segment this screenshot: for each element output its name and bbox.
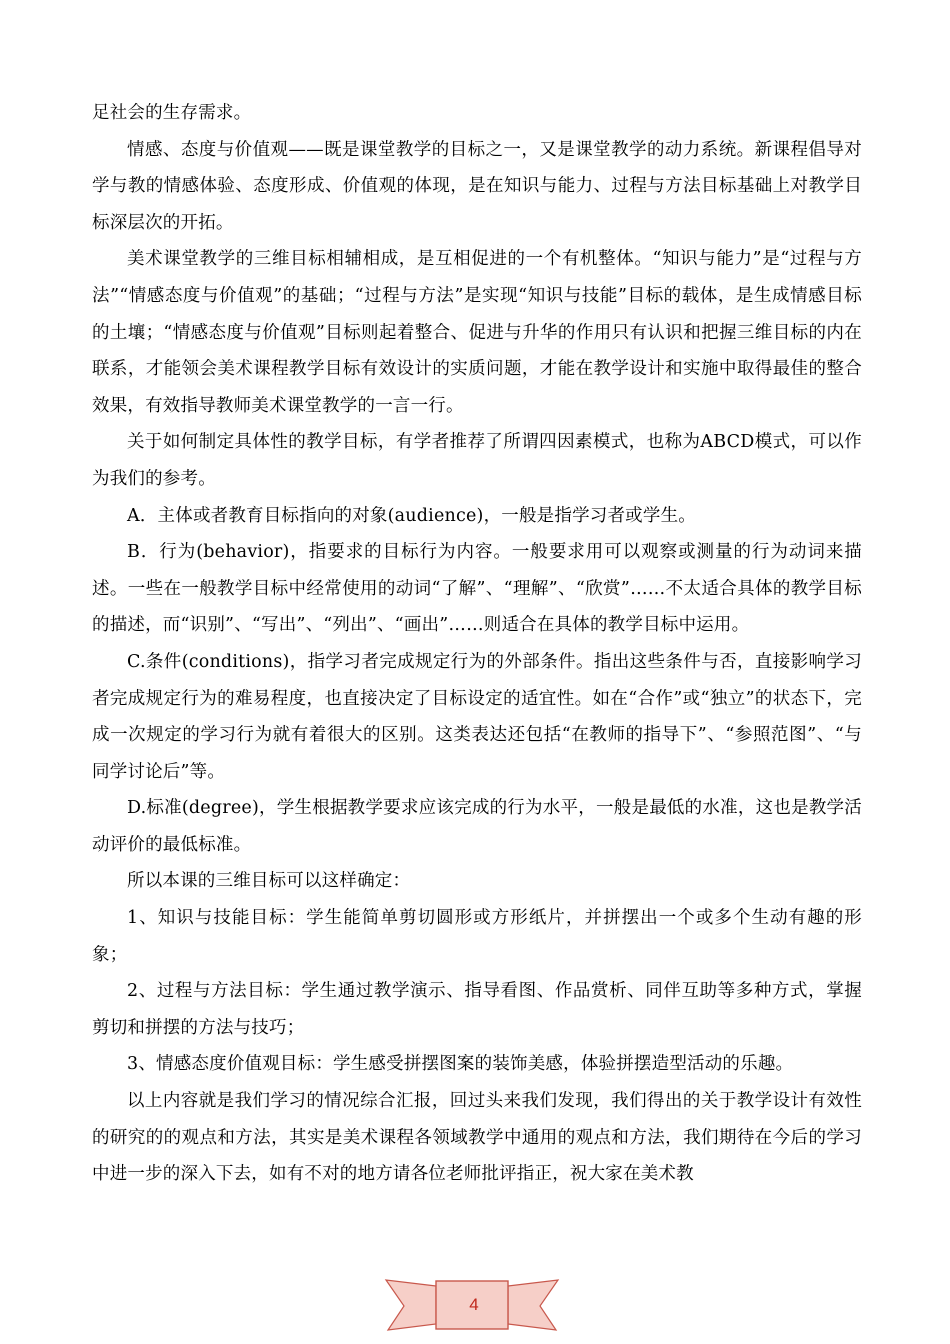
paragraph: 以上内容就是我们学习的情况综合汇报，回过头来我们发现，我们得出的关于教学设计有效性的研究的的观点和方法，其实是美术课程各领域教学中通用的观点和方法，我们期待在今后的学习中进一步的深入下去，如有不对的地方请各位老师批评指正，祝大家在美术教 xyxy=(92,1091,862,1185)
paragraph: 3、情感态度价值观目标：学生感受拼摆图案的装饰美感，体验拼摆造型活动的乐趣。 xyxy=(127,1054,794,1075)
paragraph: B．行为(behavior)，指要求的目标行为内容。一般要求用可以观察或测量的行为动词来描述。一些在一般教学目标中经常使用的动词“了解”、“理解”、“欣赏”……不太适合具体的教学目标的描述，而“识别”、“写出”、“列出”、“画出”……则适合在具体的教学目标中运用。 xyxy=(92,542,862,636)
paragraph: A．主体或者教育目标指向的对象(audience)，一般是指学习者或学生。 xyxy=(127,505,696,526)
paragraph: D.标准(degree)，学生根据教学要求应该完成的行为水平，一般是最低的水准，这也是教学活动评价的最低标准。 xyxy=(92,798,862,855)
page-number: 4 xyxy=(469,1295,479,1314)
paragraph: C.条件(conditions)，指学习者完成规定行为的外部条件。指出这些条件与否，直接影响学习者完成规定行为的难易程度，也直接决定了目标设定的适宜性。如在“合作”或“独立”的状态下，完成一次规定的学习行为就有着很大的区别。这类表达还包括“在教师的指导下”、“参照范图”、“与同学讨论后”等。 xyxy=(92,651,862,782)
paragraph: 1、知识与技能目标：学生能简单剪切圆形或方形纸片，并拼摆出一个或多个生动有趣的形象； xyxy=(92,908,862,965)
paragraph: 美术课堂教学的三维目标相辅相成，是互相促进的一个有机整体。“知识与能力”是“过程与方法”“情感态度与价值观”的基础；“过程与方法”是实现“知识与技能”目标的载体，是生成情感目标的土壤；“情感态度与价值观”目标则起着整合、促进与升华的作用只有认识和把握三维目标的内在联系，才能领会美术课程教学目标有效设计的实质问题，才能在教学设计和实施中取得最佳的整合效果，有效指导教师美术课堂教学的一言一行。 xyxy=(92,249,862,416)
paragraph: 所以本课的三维目标可以这样确定： xyxy=(127,871,411,892)
paragraph: 2、过程与方法目标：学生通过教学演示、指导看图、作品赏析、同伴互助等多种方式，掌握剪切和拼摆的方法与技巧； xyxy=(92,981,862,1038)
paragraph: 情感、态度与价值观——既是课堂教学的目标之一，又是课堂教学的动力系统。新课程倡导对学与教的情感体验、态度形成、价值观的体现，是在知识与能力、过程与方法目标基础上对教学目标深层次的开拓。 xyxy=(92,139,862,233)
document-body xyxy=(92,95,862,1193)
paragraph: 足社会的生存需求。 xyxy=(92,103,252,123)
paragraph: 关于如何制定具体性的教学目标，有学者推荐了所谓四因素模式，也称为ABCD模式，可以作为我们的参考。 xyxy=(92,432,862,489)
